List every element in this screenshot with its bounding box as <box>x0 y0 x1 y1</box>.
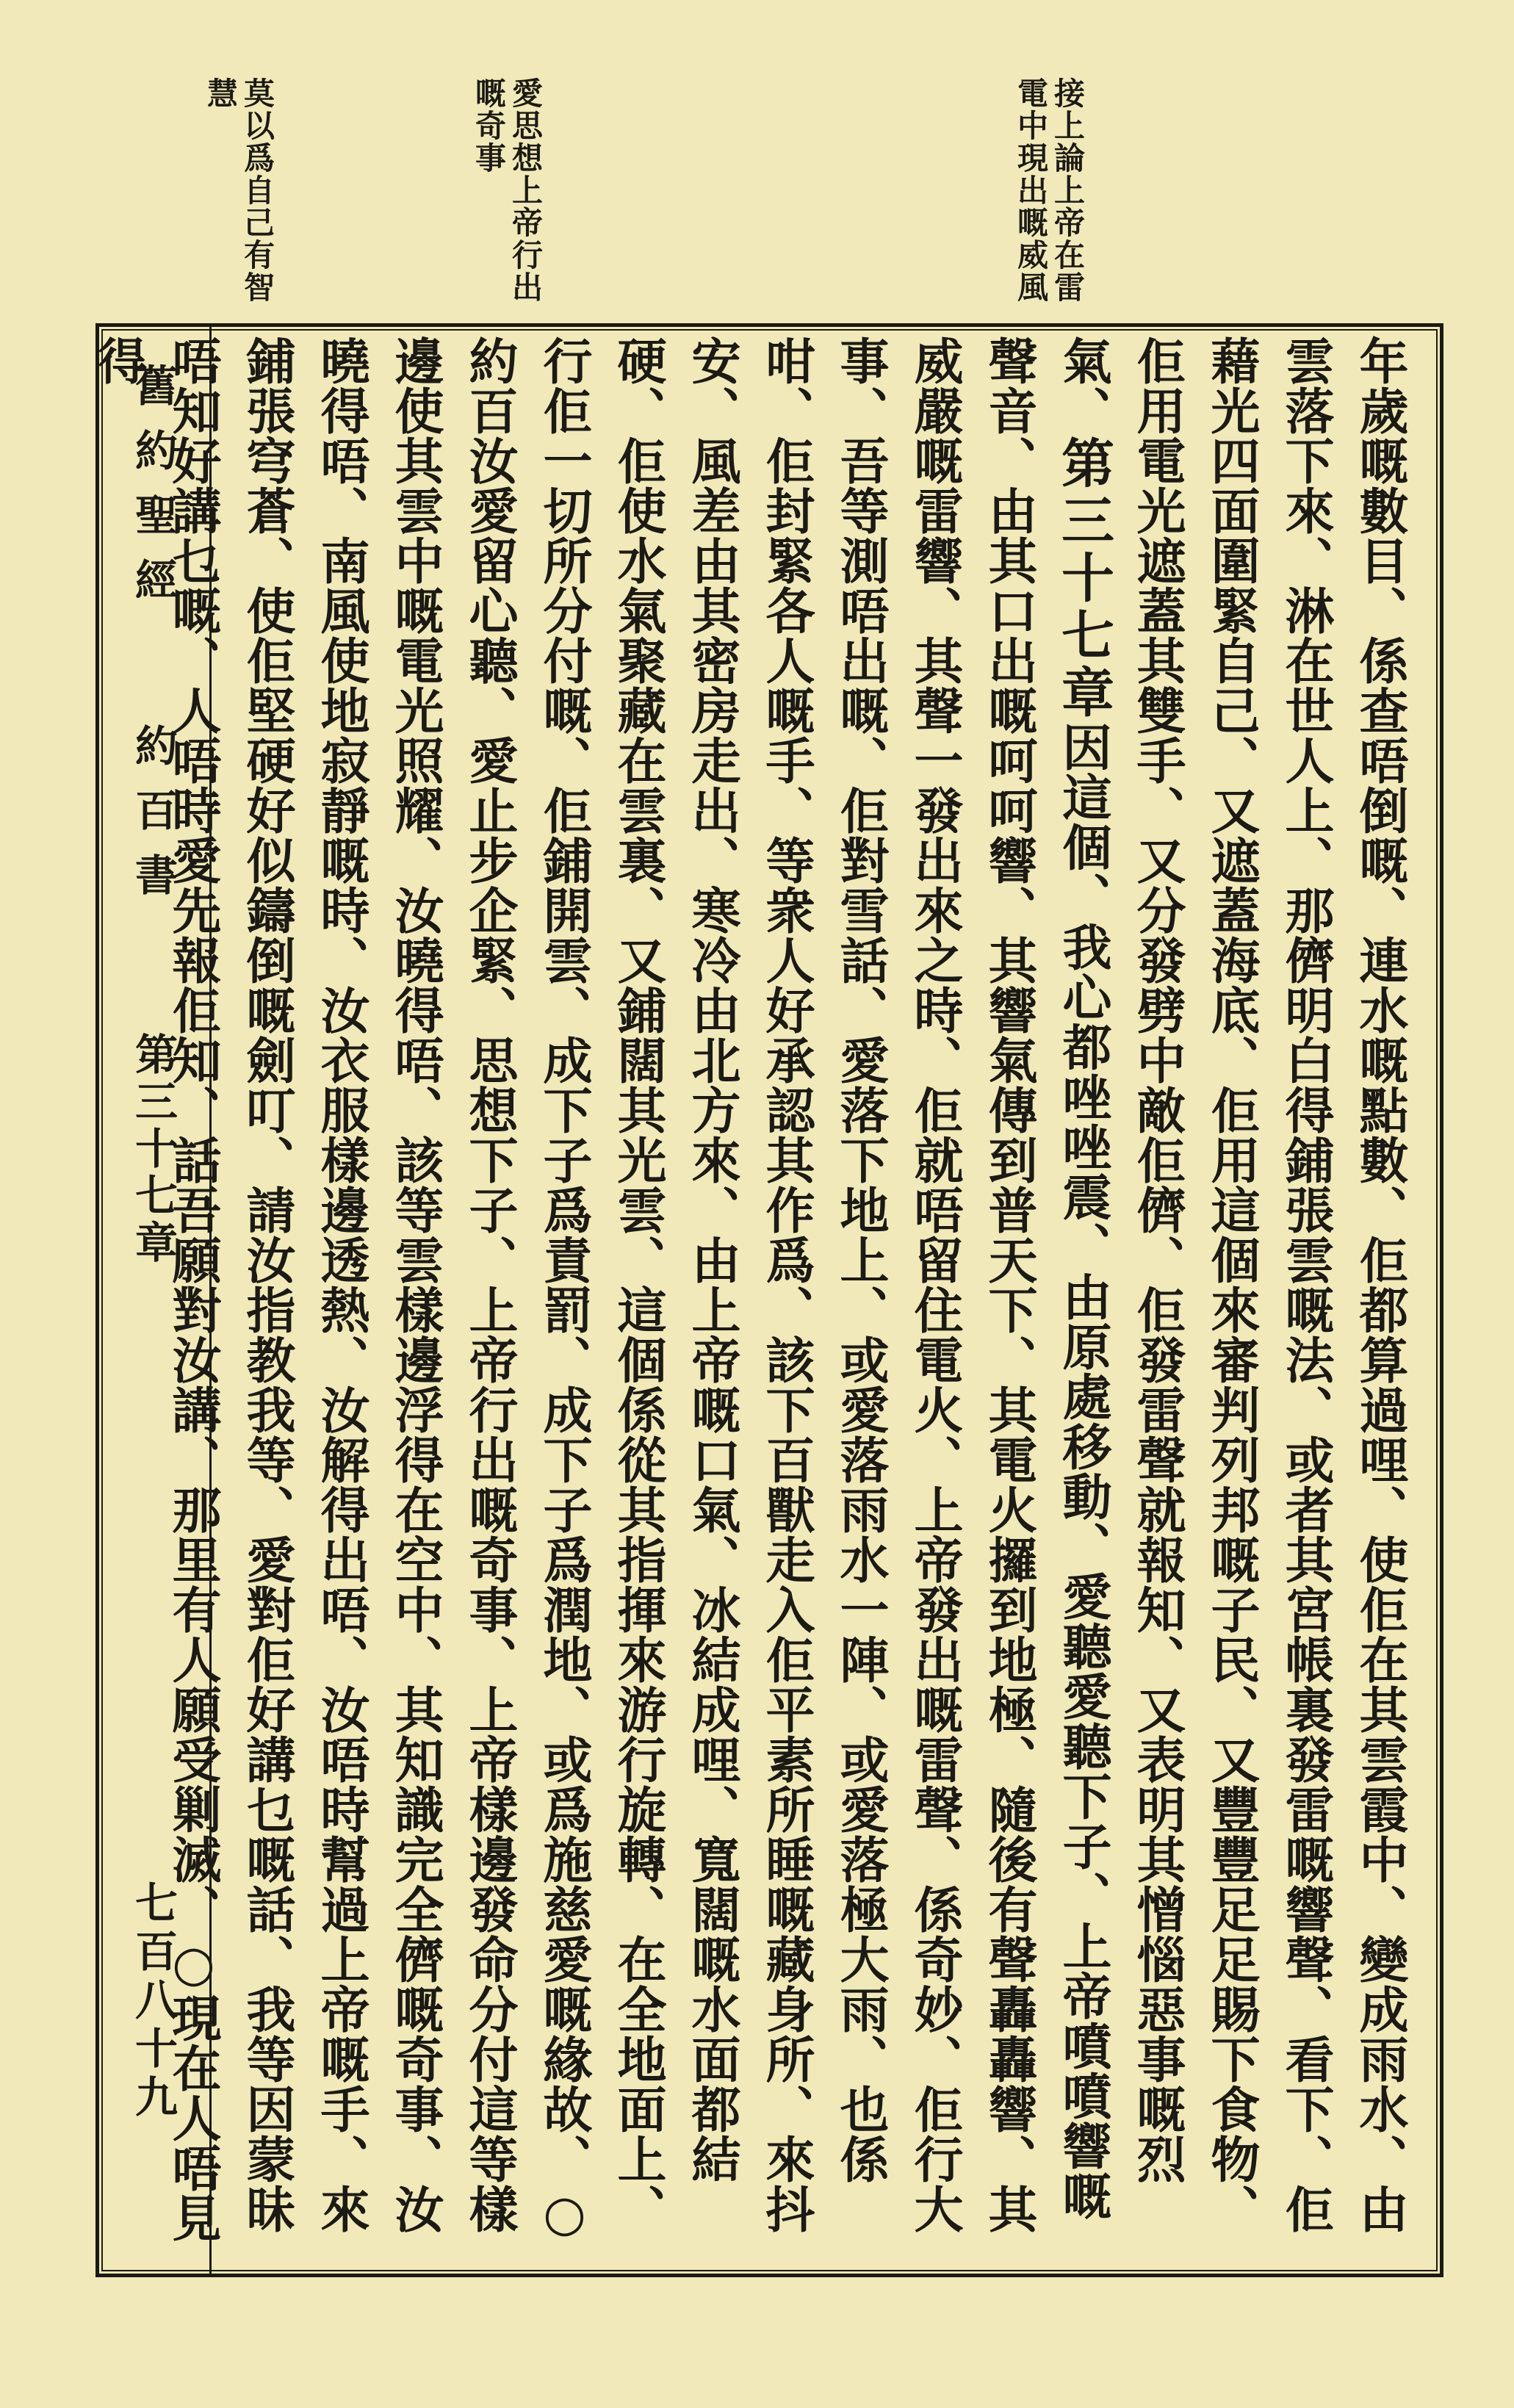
chapter-heading: 第三十七章 <box>1053 436 1115 722</box>
text-after-heading: 因這個、我心都唑唑震、由原處移動、愛聽愛聽下子、上帝噴噴響嘅聲音、由其口出嘅呵呵響、其響氣傳到普天下、其電火攞到地極、隨後有聲轟轟響、其威嚴嘅雷響、其聲一發出來之時、佢就唔留住電火、上帝發出嘅雷聲、係奇妙、佢行大事、吾等測唔出嘅、佢對雪話、愛落下地上、或愛落雨水一陣、或愛落極大雨、也係咁、佢封緊各人嘅手、等衆人好承認其作爲、該下百獸走入佢平素所睡嘅藏身所、來抖安、風差由其密房走出、寒冷由北方來、由上帝嘅口氣、冰結成哩、寬闊嘅水面都結硬、佢使水氣聚藏在雲裏、又鋪闊其光雲、這個係從其指揮來游行旋轉、在全地面上、行佢一切所分付嘅、佢鋪開雲、成下子爲責罰、成下子爲潤地、或爲施慈愛嘅緣故、○約百汝愛留心聽、愛止步企緊、思想下子、上帝行出嘅奇事、上帝樣邊發命分付這等樣邊使其雲中嘅電光照耀、汝曉得唔、該等雲樣邊浮得在空中、其知識完全儕嘅奇事、汝曉得唔、南風使地寂靜嘅時、汝衣服樣邊透熱、汝解得出唔、汝唔時幫過上帝嘅手、來鋪張穹蒼、使佢堅硬好似鑄倒嘅劍叮、請汝指教我等、愛對佢好講乜嘅話、我等因蒙昧唔知好講乜嘅、人唔時愛先報佢知、話吾願對汝講、那里有人願受剿滅、○現在人唔見得 <box>90 336 1113 2243</box>
headnote-left: 莫以爲自己有智慧 <box>203 77 275 303</box>
text-before-heading: 年歲嘅數目、係查唔倒嘅、連水嘅點數、佢都算過哩、使佢在其雲霞中、變成雨水、由雲落下來、淋在世人上、那儕明白得鋪張雲嘅法、或者其宮帳裏發雷嘅響聲、看下、佢藉光四面圍緊自己、又遮蓋海底、佢用這個來審判列邦嘅子民、又豐豐足足賜下食物、佢用電光遮蓋其雙手、又分發劈中敵佢儕、佢發雷聲就報知、又表明其憎惱惡事嘅烈氣、 <box>1055 336 1410 2234</box>
margin-book: 約百書 <box>128 724 178 918</box>
headnote-middle: 愛思想上帝行出嘅奇事 <box>471 77 544 303</box>
page-number: 七百八十九 <box>128 1881 178 2123</box>
headnote-right: 接上論上帝在雷電中現出嘅威風 <box>1013 77 1086 303</box>
bleed-through-mark <box>393 87 433 307</box>
margin-chapter: 第三十七章 <box>128 1032 178 1267</box>
text-frame <box>90 323 1443 2277</box>
margin-title: 舊約聖經 <box>128 364 178 622</box>
